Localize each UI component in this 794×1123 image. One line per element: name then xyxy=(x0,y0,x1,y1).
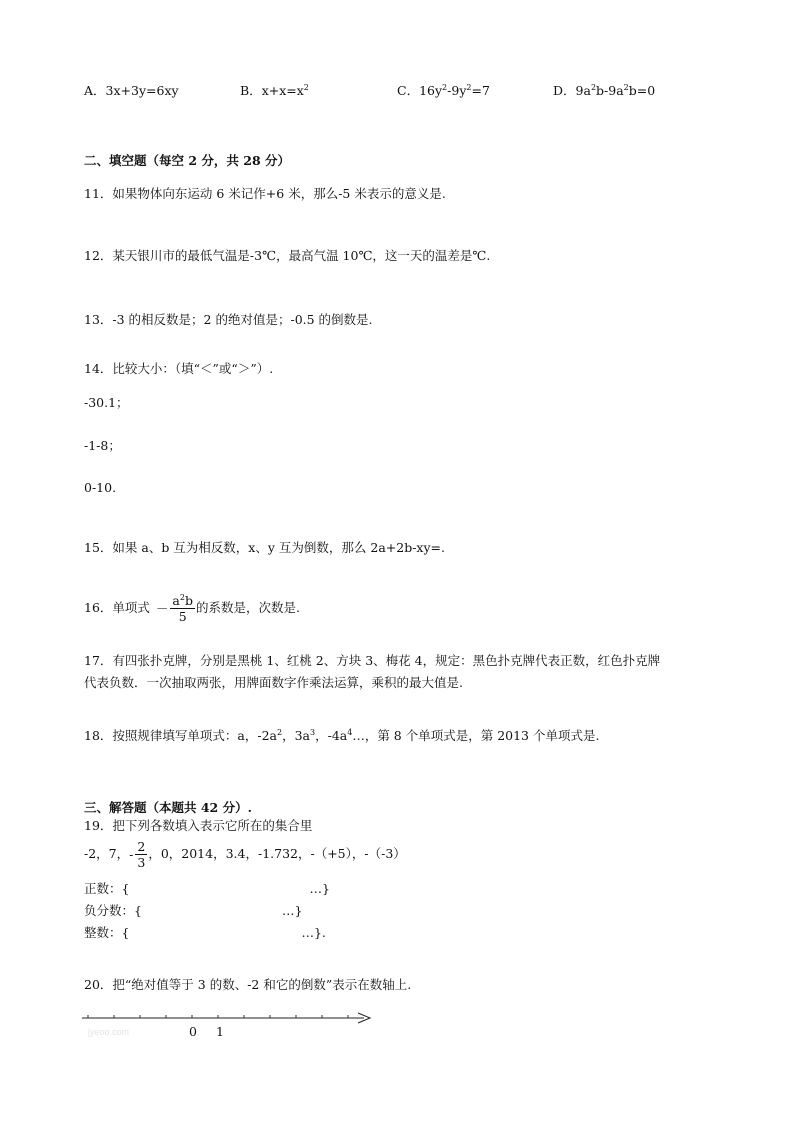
question-16-prefix: 16．单项式 xyxy=(84,600,150,615)
option-d-exp2: 2 xyxy=(623,83,629,92)
question-14-item-2: -1-8； xyxy=(84,438,121,453)
question-19: 19．把下列各数填入表示它所在的集合里 xyxy=(84,818,313,833)
question-19-numbers xyxy=(84,838,406,871)
option-d-letter: D． xyxy=(553,83,576,98)
option-c-part3: =7 xyxy=(471,83,490,98)
question-16-suffix: 的系数是，次数是. xyxy=(195,600,300,615)
set-negfrac-end: …} xyxy=(281,903,303,918)
number-line-label-0: 0 xyxy=(189,1024,197,1038)
question-17-line-2: 代表负数．一次抽取两张，用牌面数字作乘法运算，乘积的最大值是. xyxy=(84,675,463,690)
question-18-part4: …，第 8 个单项式是，第 2013 个单项式是. xyxy=(352,728,600,743)
section-2-heading: 二、填空题（每空 2 分，共 28 分） xyxy=(84,153,291,168)
question-14: 14．比较大小：（填“＜”或“＞”）. xyxy=(84,361,274,376)
question-13: 13．-3 的相反数是；2 的绝对值是；-0.5 的倒数是. xyxy=(84,312,373,327)
option-c-exp1: 2 xyxy=(442,83,448,92)
question-18-exp3: 4 xyxy=(347,728,353,737)
option-b-exponent: 2 xyxy=(303,83,309,92)
number-line-label-1: 1 xyxy=(216,1024,224,1038)
question-18-part3: ，-4a xyxy=(315,728,348,743)
question-16-minus: － xyxy=(155,600,169,616)
option-d-exp1: 2 xyxy=(590,83,597,92)
option-d xyxy=(553,83,655,99)
option-c-part1: 16y xyxy=(419,83,443,98)
question-18-part1: 18．按照规律填写单项式：a，-2a xyxy=(84,728,277,743)
set-positive xyxy=(84,881,330,897)
question-19-frac-num: 2 xyxy=(137,839,146,854)
question-18-part2: ，3a xyxy=(282,728,310,743)
question-18-exp2: 3 xyxy=(310,728,316,737)
option-b-letter: B． xyxy=(240,83,262,98)
question-12: 12．某天银川市的最低气温是-3℃，最高气温 10℃，这一天的温差是℃. xyxy=(84,248,491,263)
question-20: 20．把“绝对值等于 3 的数、-2 和它的倒数”表示在数轴上. xyxy=(84,977,412,992)
option-d-part1: 9a xyxy=(575,83,591,98)
question-11: 11．如果物体向东运动 6 米记作+6 米，那么-5 米表示的意义是. xyxy=(84,186,446,201)
set-positive-end: …} xyxy=(309,881,330,896)
option-b-text: x+x=x xyxy=(261,83,304,98)
option-b xyxy=(240,83,309,99)
option-c-letter: C． xyxy=(397,83,420,98)
question-19-fraction xyxy=(135,839,147,870)
number-line xyxy=(80,1008,380,1038)
set-integer-end: …}. xyxy=(301,925,326,940)
question-19-numbers-post: ，0，2014，3.4，-1.732，-（+5），-（-3） xyxy=(148,846,406,861)
question-16-num-tail: b xyxy=(184,593,193,608)
set-positive-label: 正数：{ xyxy=(84,881,130,896)
set-negfrac-label: 负分数：{ xyxy=(84,903,142,918)
question-19-numbers-pre: -2，7， xyxy=(84,846,130,861)
option-c-exp2: 2 xyxy=(466,83,472,92)
set-integer xyxy=(84,925,326,941)
option-d-part3: b=0 xyxy=(628,83,656,98)
option-a-text: 3x+3y=6xy xyxy=(105,83,179,98)
question-18 xyxy=(84,728,599,744)
question-19-frac-den: 3 xyxy=(137,855,146,870)
question-16-num-exp: 2 xyxy=(179,593,185,602)
option-c xyxy=(397,83,490,99)
set-integer-label: 整数：{ xyxy=(84,925,130,940)
question-16 xyxy=(84,592,300,625)
option-a xyxy=(84,83,179,99)
question-15: 15．如果 a、b 互为相反数，x、y 互为倒数，那么 2a+2b-xy=. xyxy=(84,540,445,555)
option-d-part2: b-9a xyxy=(596,83,624,98)
watermark: jyeoo.com xyxy=(88,1027,130,1037)
question-19-frac-minus: - xyxy=(129,846,134,862)
question-14-item-3: 0-10. xyxy=(84,480,117,495)
section-3-heading: 三、解答题（本题共 42 分）. xyxy=(84,800,252,815)
option-a-letter: A． xyxy=(84,83,106,98)
option-c-part2: -9y xyxy=(447,83,467,98)
question-16-num-base: a xyxy=(172,593,180,608)
question-14-item-1: -30.1； xyxy=(84,395,129,410)
set-negative-fraction xyxy=(84,903,302,919)
question-16-den: 5 xyxy=(178,609,187,624)
question-17-line-1: 17．有四张扑克牌，分别是黑桃 1、红桃 2、方块 3、梅花 4，规定：黑色扑克牌代表正数，红色扑克牌 xyxy=(84,653,661,668)
question-18-exp1: 2 xyxy=(277,728,283,737)
question-16-fraction xyxy=(170,593,195,624)
